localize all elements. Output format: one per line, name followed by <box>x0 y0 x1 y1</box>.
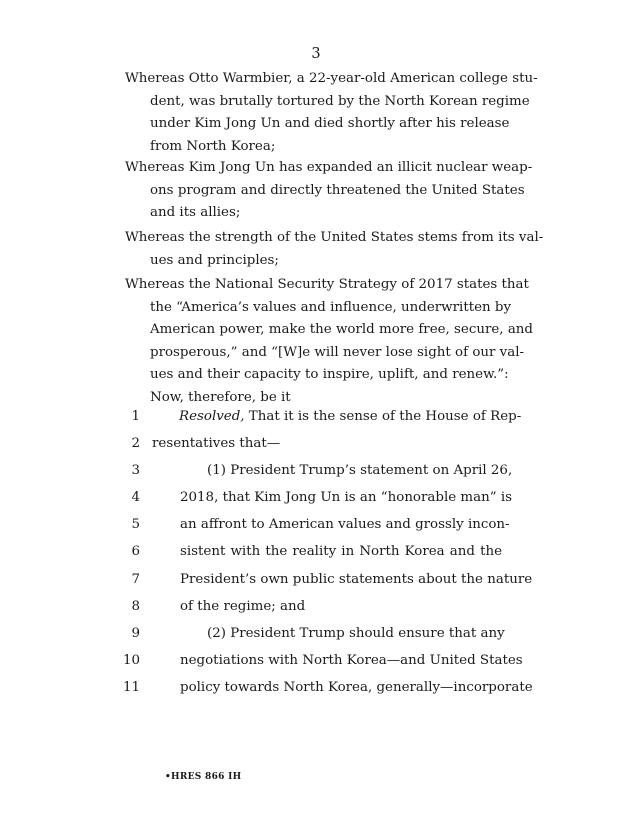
line-text: President’s own public statements about the nature <box>180 572 533 587</box>
line-text: of the regime; and <box>180 599 306 614</box>
whereas-line: prosperous,” and “[W]e will never lose sight of our val- <box>150 344 525 360</box>
numbered-line <box>0 544 632 564</box>
line-number: 4 <box>131 490 140 505</box>
whereas-line: ons program and directly threatened the United States <box>150 182 525 198</box>
whereas-line: under Kim Jong Un and died shortly after his release <box>150 116 510 131</box>
resolved-emphasis: Resolved, <box>179 409 245 424</box>
numbered-line <box>0 517 632 537</box>
line-number: 3 <box>131 463 140 478</box>
numbered-line <box>0 653 632 673</box>
line-number: 10 <box>122 653 140 668</box>
document-footer: •HRES 866 IH <box>165 772 242 782</box>
whereas-line: ues and principles; <box>150 252 279 268</box>
line-number: 5 <box>131 517 140 532</box>
line-number: 11 <box>122 680 140 695</box>
whereas-line: ues and their capacity to inspire, uplift, and renew.”: <box>150 367 509 382</box>
line-text: negotiations with North Korea—and United States <box>180 653 523 668</box>
whereas-line: from North Korea; <box>150 138 276 154</box>
line-text: (1) President Trump’s statement on April 26, <box>207 463 513 478</box>
line-text <box>179 409 522 424</box>
numbered-line <box>0 626 632 646</box>
line-text: policy towards North Korea, generally—incorporate <box>180 680 533 695</box>
whereas-clause <box>125 157 533 225</box>
whereas-line: Whereas the strength of the United States stems from its val- <box>125 230 544 245</box>
whereas-line: Whereas Otto Warmbier, a 22-year-old American college stu- <box>125 71 538 86</box>
line-text: 2018, that Kim Jong Un is an “honorable man” is <box>180 490 512 505</box>
whereas-clause <box>125 274 533 409</box>
line-number: 1 <box>131 409 140 424</box>
whereas-line: Now, therefore, be it <box>150 389 291 405</box>
numbered-line <box>0 490 632 510</box>
numbered-line <box>0 680 632 700</box>
whereas-line: American power, make the world more free, secure, and <box>150 322 533 337</box>
line-number: 7 <box>131 572 140 587</box>
whereas-line: Whereas the National Security Strategy of 2017 states that <box>125 277 529 292</box>
numbered-line <box>0 463 632 483</box>
line-text: resentatives that— <box>152 436 281 451</box>
whereas-line: and its allies; <box>150 205 241 220</box>
numbered-line <box>0 436 632 456</box>
numbered-line <box>0 409 632 429</box>
line-text: (2) President Trump should ensure that any <box>207 626 505 641</box>
whereas-clause <box>125 227 544 272</box>
line-number: 8 <box>131 599 140 614</box>
numbered-line <box>0 572 632 592</box>
line-number: 2 <box>131 436 140 451</box>
numbered-line <box>0 599 632 619</box>
line-text-body: That it is the sense of the House of Rep- <box>244 409 522 424</box>
line-number: 6 <box>131 544 140 559</box>
whereas-line: the “America’s values and influence, underwritten by <box>150 299 512 315</box>
whereas-line: dent, was brutally tortured by the North Korean regime <box>150 93 530 109</box>
line-text: an affront to American values and grossly incon- <box>180 517 510 532</box>
line-number: 9 <box>131 626 140 641</box>
line-text: sistent with the reality in North Korea and the <box>180 544 502 559</box>
whereas-line: Whereas Kim Jong Un has expanded an illicit nuclear weap- <box>125 160 533 175</box>
whereas-clause <box>125 68 538 158</box>
page-number: 3 <box>311 46 321 62</box>
